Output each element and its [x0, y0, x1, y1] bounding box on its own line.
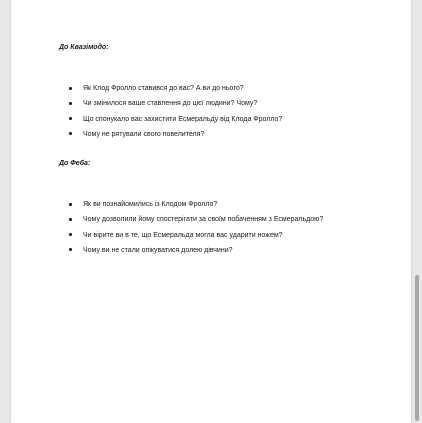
bullet-icon: [69, 87, 72, 90]
question-text: Чи змінилося ваше ставлення до цієї людини? Чому?: [83, 100, 258, 108]
bullet-icon: [69, 203, 72, 206]
list-item: [11, 130, 282, 145]
list-item: [11, 200, 323, 215]
bullet-icon: [69, 233, 72, 236]
question-list-phoebus: [11, 200, 323, 261]
question-text: Як ви познайомились із Клодом Фролло?: [83, 201, 218, 208]
list-item: [11, 215, 323, 230]
question-text: Що спонукало вас захистити Есмеральду від Клода Фролло?: [83, 115, 283, 123]
scrollbar-thumb[interactable]: [415, 275, 419, 421]
list-item: [11, 231, 323, 246]
bullet-icon: [69, 117, 72, 120]
bullet-icon: [69, 132, 72, 135]
document-page: [11, 0, 411, 423]
question-text: Як Клод Фролло ставився до вас? А ви до нього?: [83, 85, 244, 92]
vertical-scrollbar[interactable]: [413, 0, 422, 423]
question-text: Чому ви не стали опікуватися долею дівчини?: [83, 246, 233, 254]
section-heading-quasimodo: До Квазімодо:: [59, 44, 109, 51]
question-text: Чому не рятували свого повелителя?: [83, 130, 205, 138]
bullet-icon: [69, 248, 72, 251]
list-item: [11, 84, 282, 99]
list-item: [11, 246, 323, 261]
question-text: Чому дозволили йому спостерігати за своїм побаченням з Есмеральдою?: [83, 216, 324, 224]
list-item: [11, 115, 282, 130]
bullet-icon: [69, 102, 72, 105]
section-heading-phoebus: До Феба:: [59, 160, 91, 167]
list-item: [11, 99, 282, 114]
question-list-quasimodo: [11, 84, 282, 145]
bullet-icon: [69, 218, 72, 221]
question-text: Чи вірите ви в те, що Есмеральда могла вас ударити ножем?: [83, 231, 283, 239]
